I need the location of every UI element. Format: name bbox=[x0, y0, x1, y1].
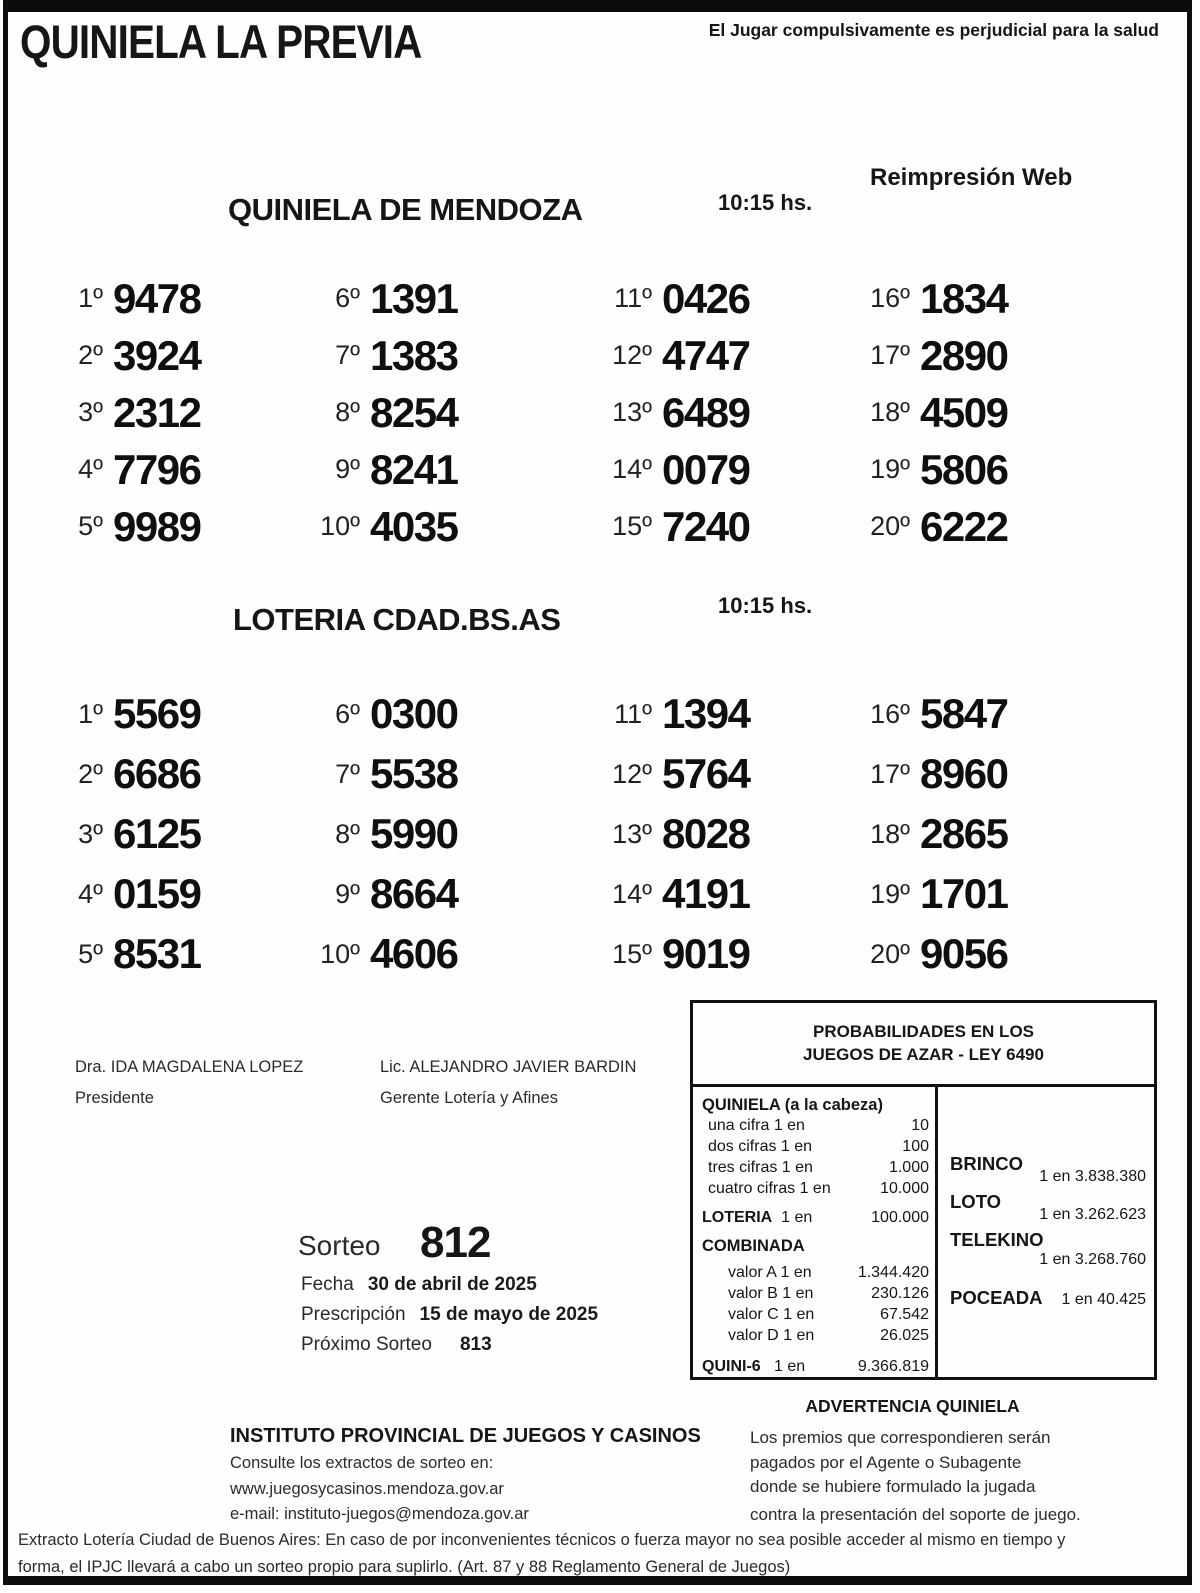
result-position: 12º bbox=[612, 759, 652, 789]
probabilities-title-line1: PROBABILIDADES EN LOS bbox=[812, 1022, 1035, 1041]
result-position: 6º bbox=[335, 283, 360, 313]
result-number: 9056 bbox=[920, 930, 1008, 977]
result-item bbox=[852, 804, 1105, 864]
result-item bbox=[594, 924, 852, 984]
reprint-web-label: Reimpresión Web bbox=[870, 164, 1073, 191]
result-number: 5990 bbox=[370, 810, 458, 857]
result-position: 1º bbox=[78, 699, 103, 729]
mendoza-section-title: QUINIELA DE MENDOZA bbox=[228, 192, 583, 227]
probabilities-title-line2: JUEGOS DE AZAR - LEY 6490 bbox=[803, 1045, 1044, 1064]
result-item bbox=[594, 384, 852, 441]
result-item bbox=[45, 441, 302, 498]
result-number: 0159 bbox=[113, 870, 201, 917]
result-number: 9019 bbox=[662, 930, 750, 977]
result-position: 8º bbox=[335, 397, 360, 427]
result-item bbox=[302, 441, 594, 498]
result-number: 1383 bbox=[370, 332, 458, 379]
institute-name: INSTITUTO PROVINCIAL DE JUEGOS Y CASINOS bbox=[230, 1425, 701, 1447]
quini6-odds-mid: 1 en bbox=[774, 1358, 806, 1375]
result-position: 10º bbox=[320, 939, 360, 969]
result-position: 7º bbox=[335, 759, 360, 789]
loteria-odds-row bbox=[702, 1207, 929, 1228]
result-item bbox=[852, 744, 1105, 804]
odds-row bbox=[702, 1178, 929, 1199]
result-position: 13º bbox=[612, 819, 652, 849]
odds-label: cuatro cifras 1 en bbox=[708, 1180, 831, 1197]
odds-row bbox=[702, 1157, 929, 1178]
result-position: 5º bbox=[78, 511, 103, 541]
institute-website: www.juegosycasinos.mendoza.gov.ar bbox=[230, 1479, 504, 1498]
odds-row bbox=[702, 1262, 929, 1283]
result-item bbox=[302, 384, 594, 441]
result-number: 0426 bbox=[662, 275, 750, 322]
result-number: 5569 bbox=[113, 690, 201, 737]
result-item bbox=[594, 441, 852, 498]
result-number: 1391 bbox=[370, 275, 458, 322]
result-number: 4747 bbox=[662, 332, 750, 379]
result-item bbox=[852, 441, 1105, 498]
draw-prescription-line bbox=[301, 1304, 598, 1326]
result-position: 7º bbox=[335, 340, 360, 370]
footer-line: Extracto Lotería Ciudad de Buenos Aires: En caso de por inconvenientes técnicos o fuerza mayor no sea posible acceder al mismo en tiempo y bbox=[18, 1531, 1066, 1549]
result-number: 4191 bbox=[662, 870, 750, 917]
result-position: 3º bbox=[78, 397, 103, 427]
result-position: 2º bbox=[78, 340, 103, 370]
result-position: 10º bbox=[320, 511, 360, 541]
draw-number: 812 bbox=[420, 1218, 491, 1267]
result-number: 2890 bbox=[920, 332, 1008, 379]
result-item bbox=[302, 864, 594, 924]
result-item bbox=[302, 804, 594, 864]
bsas-results-grid bbox=[45, 684, 1105, 984]
result-item bbox=[852, 327, 1105, 384]
result-number: 6125 bbox=[113, 810, 201, 857]
president-name: Dra. IDA MAGDALENA LOPEZ bbox=[75, 1058, 304, 1076]
advertencia-line: pagados por el Agente o Subagente bbox=[750, 1452, 1022, 1472]
result-item bbox=[45, 270, 302, 327]
odds-value: 100 bbox=[902, 1138, 929, 1155]
result-position: 6º bbox=[335, 699, 360, 729]
institute-email: e-mail: instituto-juegos@mendoza.gov.ar bbox=[230, 1505, 529, 1523]
result-item bbox=[594, 327, 852, 384]
result-number: 1834 bbox=[920, 275, 1008, 322]
odds-row bbox=[702, 1283, 929, 1304]
result-item bbox=[594, 270, 852, 327]
result-item bbox=[45, 924, 302, 984]
draw-date-line bbox=[301, 1274, 537, 1296]
footer-line: forma, el IPJC llevará a cabo un sorteo propio para suplirlo. (Art. 87 y 88 Reglamento General de Juegos) bbox=[18, 1558, 791, 1576]
odds-value: 10 bbox=[911, 1117, 929, 1134]
telekino-odds-name: TELEKINO bbox=[950, 1229, 1044, 1250]
advertencia-block bbox=[740, 1396, 1085, 1527]
result-item bbox=[852, 384, 1105, 441]
result-item bbox=[594, 744, 852, 804]
result-number: 5764 bbox=[662, 750, 750, 797]
result-position: 15º bbox=[612, 939, 652, 969]
institute-block bbox=[230, 1425, 701, 1528]
result-item bbox=[852, 684, 1105, 744]
loteria-odds-mid: 1 en bbox=[781, 1209, 813, 1226]
result-number: 9989 bbox=[113, 503, 201, 550]
result-item bbox=[594, 498, 852, 555]
brinco-odds-name: BRINCO bbox=[950, 1153, 1023, 1174]
result-item bbox=[852, 498, 1105, 555]
draw-prescription-value: 15 de mayo de 2025 bbox=[419, 1304, 599, 1325]
result-position: 16º bbox=[870, 283, 910, 313]
result-position: 19º bbox=[870, 879, 910, 909]
brinco-odds-value: 1 en 3.838.380 bbox=[1039, 1168, 1146, 1185]
result-position: 16º bbox=[870, 699, 910, 729]
odds-value: 1.344.420 bbox=[857, 1264, 929, 1281]
president-role: Presidente bbox=[75, 1089, 154, 1107]
poceada-odds-name: POCEADA bbox=[950, 1287, 1043, 1308]
result-position: 4º bbox=[78, 454, 103, 484]
extract-sheet bbox=[3, 0, 1192, 1585]
poceada-odds-value: 1 en 40.425 bbox=[1061, 1291, 1146, 1308]
result-number: 2312 bbox=[113, 389, 201, 436]
quini6-odds-row bbox=[702, 1356, 929, 1377]
result-number: 3924 bbox=[113, 332, 201, 379]
institute-consult-line: Consulte los extractos de sorteo en: bbox=[230, 1454, 494, 1472]
result-item bbox=[302, 270, 594, 327]
result-number: 1394 bbox=[662, 690, 750, 737]
result-item bbox=[594, 684, 852, 744]
result-number: 9478 bbox=[113, 275, 201, 322]
loto-odds-value: 1 en 3.262.623 bbox=[1039, 1206, 1146, 1223]
loto-odds-name: LOTO bbox=[950, 1191, 1002, 1212]
result-number: 6222 bbox=[920, 503, 1008, 550]
loteria-odds-name: LOTERIA bbox=[702, 1209, 773, 1226]
result-position: 14º bbox=[612, 879, 652, 909]
result-item bbox=[594, 804, 852, 864]
mendoza-draw-time: 10:15 hs. bbox=[718, 190, 813, 215]
result-item bbox=[45, 384, 302, 441]
result-position: 20º bbox=[870, 939, 910, 969]
manager-role: Gerente Lotería y Afines bbox=[380, 1089, 558, 1107]
result-position: 13º bbox=[612, 397, 652, 427]
result-position: 4º bbox=[78, 879, 103, 909]
result-item bbox=[302, 327, 594, 384]
result-number: 4035 bbox=[370, 503, 458, 550]
draw-label: Sorteo bbox=[298, 1230, 381, 1261]
result-number: 8960 bbox=[920, 750, 1008, 797]
odds-label: valor B 1 en bbox=[728, 1285, 814, 1302]
result-item bbox=[302, 744, 594, 804]
probabilities-title bbox=[693, 1003, 1154, 1087]
result-number: 4606 bbox=[370, 930, 458, 977]
result-number: 6686 bbox=[113, 750, 201, 797]
odds-row bbox=[702, 1304, 929, 1325]
result-number: 5806 bbox=[920, 446, 1008, 493]
result-position: 18º bbox=[870, 397, 910, 427]
advertencia-line: Los premios que correspondieren serán bbox=[750, 1428, 1051, 1447]
result-position: 14º bbox=[612, 454, 652, 484]
result-number: 4509 bbox=[920, 389, 1008, 436]
result-item bbox=[302, 684, 594, 744]
draw-date-value: 30 de abril de 2025 bbox=[367, 1274, 537, 1295]
result-number: 0300 bbox=[370, 690, 458, 737]
advertencia-line: donde se hubiere formulado la jugada bbox=[750, 1477, 1036, 1496]
result-position: 8º bbox=[335, 819, 360, 849]
page-title: QUINIELA LA PREVIA bbox=[20, 15, 422, 68]
probabilities-box bbox=[690, 1000, 1157, 1380]
result-number: 7240 bbox=[662, 503, 750, 550]
result-number: 1701 bbox=[920, 870, 1008, 917]
probabilities-left-column bbox=[693, 1087, 938, 1377]
draw-date-label: Fecha bbox=[301, 1274, 354, 1295]
odds-label: tres cifras 1 en bbox=[708, 1159, 813, 1176]
result-item bbox=[594, 864, 852, 924]
quini6-odds-value: 9.366.819 bbox=[857, 1358, 929, 1375]
manager-name: Lic. ALEJANDRO JAVIER BARDIN bbox=[380, 1058, 637, 1076]
odds-label: valor C 1 en bbox=[728, 1306, 815, 1323]
result-position: 2º bbox=[78, 759, 103, 789]
odds-label: valor A 1 en bbox=[728, 1264, 812, 1281]
result-item bbox=[45, 744, 302, 804]
result-number: 8531 bbox=[113, 930, 201, 977]
odds-label: valor D 1 en bbox=[728, 1327, 815, 1344]
draw-next-line bbox=[301, 1334, 492, 1356]
result-number: 8664 bbox=[370, 870, 458, 917]
result-position: 11º bbox=[614, 699, 652, 729]
odds-row bbox=[702, 1136, 929, 1157]
draw-next-value: 813 bbox=[459, 1334, 492, 1355]
probabilities-right-column bbox=[938, 1087, 1154, 1377]
quini6-odds-name: QUINI-6 bbox=[702, 1358, 761, 1375]
result-position: 9º bbox=[335, 879, 360, 909]
result-item bbox=[852, 864, 1105, 924]
result-item bbox=[45, 684, 302, 744]
bsas-draw-time: 10:15 hs. bbox=[718, 593, 813, 618]
advertencia-title: ADVERTENCIA QUINIELA bbox=[805, 1396, 1020, 1416]
result-number: 5847 bbox=[920, 690, 1008, 737]
result-item bbox=[302, 498, 594, 555]
combinada-odds-header: COMBINADA bbox=[702, 1237, 805, 1255]
result-number: 0079 bbox=[662, 446, 750, 493]
bsas-section-title: LOTERIA CDAD.BS.AS bbox=[233, 602, 561, 637]
quiniela-odds-header: QUINIELA (a la cabeza) bbox=[702, 1096, 883, 1114]
odds-value: 1.000 bbox=[888, 1159, 929, 1176]
odds-label: dos cifras 1 en bbox=[708, 1138, 813, 1155]
result-position: 19º bbox=[870, 454, 910, 484]
odds-value: 26.025 bbox=[880, 1327, 929, 1344]
result-item bbox=[45, 804, 302, 864]
result-position: 3º bbox=[78, 819, 103, 849]
result-position: 20º bbox=[870, 511, 910, 541]
result-item bbox=[45, 498, 302, 555]
loteria-odds-value: 100.000 bbox=[871, 1209, 929, 1226]
result-position: 15º bbox=[612, 511, 652, 541]
odds-value: 67.542 bbox=[880, 1306, 929, 1323]
health-warning-text: El Jugar compulsivamente es perjudicial para la salud bbox=[708, 20, 1159, 40]
advertencia-line: contra la presentación del soporte de juego. bbox=[750, 1504, 1081, 1524]
result-number: 6489 bbox=[662, 389, 750, 436]
poceada-odds-row bbox=[950, 1287, 1146, 1309]
result-position: 1º bbox=[78, 283, 103, 313]
mendoza-results-grid bbox=[45, 270, 1105, 555]
result-number: 8241 bbox=[370, 446, 458, 493]
draw-prescription-label: Prescripción bbox=[301, 1304, 406, 1325]
odds-row bbox=[702, 1115, 929, 1136]
telekino-odds-value: 1 en 3.268.760 bbox=[1039, 1251, 1146, 1268]
odds-value: 230.126 bbox=[871, 1285, 929, 1302]
result-position: 17º bbox=[870, 340, 910, 370]
result-position: 9º bbox=[335, 454, 360, 484]
result-position: 5º bbox=[78, 939, 103, 969]
result-item bbox=[852, 270, 1105, 327]
result-item bbox=[302, 924, 594, 984]
result-position: 18º bbox=[870, 819, 910, 849]
result-item bbox=[852, 924, 1105, 984]
result-number: 5538 bbox=[370, 750, 458, 797]
result-item bbox=[45, 327, 302, 384]
result-number: 8028 bbox=[662, 810, 750, 857]
result-number: 7796 bbox=[113, 446, 201, 493]
result-number: 8254 bbox=[370, 389, 458, 436]
result-position: 17º bbox=[870, 759, 910, 789]
odds-label: una cifra 1 en bbox=[708, 1117, 805, 1134]
result-item bbox=[45, 864, 302, 924]
result-position: 12º bbox=[612, 340, 652, 370]
draw-next-label: Próximo Sorteo bbox=[301, 1334, 432, 1355]
result-number: 2865 bbox=[920, 810, 1008, 857]
odds-row bbox=[702, 1325, 929, 1346]
result-position: 11º bbox=[614, 283, 652, 313]
odds-value: 10.000 bbox=[880, 1180, 929, 1197]
